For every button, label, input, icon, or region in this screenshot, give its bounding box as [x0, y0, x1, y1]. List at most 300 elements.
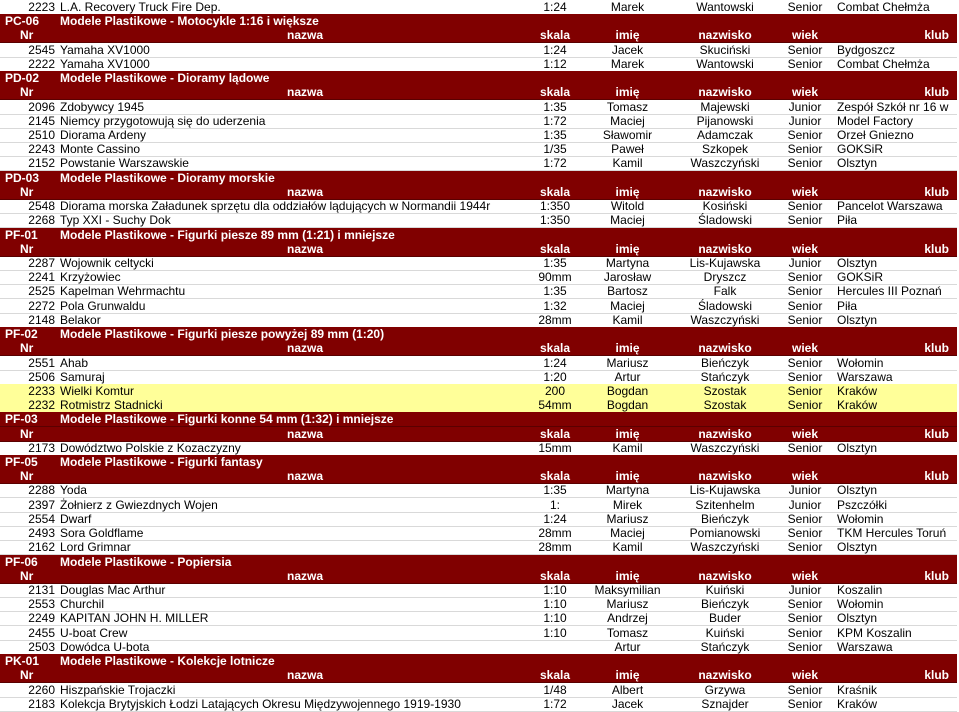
- club-name: Kraków: [837, 696, 878, 711]
- col-header-nazwisko: nazwisko: [698, 568, 752, 583]
- model-scale: 1:35: [543, 284, 567, 299]
- table-row: [0, 441, 957, 456]
- table-row: [0, 640, 957, 655]
- club-name: GOKSiR: [837, 142, 884, 157]
- age-category: Senior: [787, 312, 823, 327]
- model-scale: 1:10: [543, 583, 567, 598]
- col-header-wiek: wiek: [791, 568, 818, 583]
- col-header-skala: skala: [539, 28, 571, 43]
- entry-number: 2554: [28, 511, 55, 526]
- club-name: Olsztyn: [837, 255, 878, 270]
- section-title: Modele Plastikowe - Figurki fantasy: [60, 455, 263, 470]
- section-code: PC-06: [5, 14, 40, 29]
- col-header-nazwisko: nazwisko: [698, 469, 752, 484]
- col-header-nr: Nr: [20, 85, 34, 100]
- col-header-nr: Nr: [20, 28, 34, 43]
- model-name: Diorama Ardeny: [60, 127, 147, 142]
- age-category: Junior: [788, 255, 822, 270]
- first-name: Kamil: [612, 440, 643, 455]
- table-row: [0, 583, 957, 598]
- col-header-imie: imię: [615, 85, 640, 100]
- first-name: Jacek: [611, 42, 644, 57]
- club-name: Hercules III Poznań: [837, 284, 942, 299]
- entry-number: 2545: [28, 42, 55, 57]
- last-name: Lis-Kujawska: [689, 483, 761, 498]
- age-category: Senior: [787, 597, 823, 612]
- entry-number: 2551: [28, 355, 55, 370]
- model-scale: 1:10: [543, 597, 567, 612]
- column-header-row: [0, 427, 957, 442]
- last-name: Adamczak: [696, 127, 754, 142]
- first-name: Mirek: [612, 497, 643, 512]
- model-name: Niemcy przygotowują się do uderzenia: [60, 113, 266, 128]
- section-code: PF-06: [5, 554, 38, 569]
- col-header-nazwa: nazwa: [286, 469, 323, 484]
- last-name: Kuiński: [705, 625, 745, 640]
- col-header-imie: imię: [615, 341, 640, 356]
- first-name: Maciej: [610, 298, 645, 313]
- club-name: Olsztyn: [837, 312, 878, 327]
- entry-number: 2287: [28, 255, 55, 270]
- first-name: Marek: [610, 0, 645, 14]
- club-name: Kraków: [837, 383, 878, 398]
- col-header-nazwa: nazwa: [286, 341, 323, 356]
- table-row: [0, 299, 957, 314]
- last-name: Bieńczyk: [700, 511, 750, 526]
- age-category: Senior: [787, 355, 823, 370]
- club-name: Pszczółki: [837, 497, 888, 512]
- column-header-row: [0, 185, 957, 200]
- col-header-klub: klub: [924, 184, 949, 199]
- club-name: Warszawa: [837, 369, 893, 384]
- col-header-imie: imię: [615, 28, 640, 43]
- last-name: Skuciński: [699, 42, 751, 57]
- section-header-row: [0, 412, 957, 427]
- entry-number: 2148: [28, 312, 55, 327]
- model-name: U-boat Crew: [60, 625, 128, 640]
- col-header-nazwa: nazwa: [286, 668, 323, 683]
- section-code: PF-02: [5, 327, 38, 342]
- model-name: Ahab: [60, 355, 89, 370]
- last-name: Majewski: [700, 99, 750, 114]
- age-category: Senior: [787, 56, 823, 71]
- model-scale: 28mm: [538, 312, 572, 327]
- col-header-wiek: wiek: [791, 341, 818, 356]
- entry-number: 2162: [28, 540, 55, 555]
- column-header-row: [0, 569, 957, 584]
- entry-number: 2223: [28, 0, 55, 14]
- col-header-nazwisko: nazwisko: [698, 668, 752, 683]
- club-name: Wołomin: [837, 511, 884, 526]
- model-scale: 1:35: [543, 99, 567, 114]
- table-row: [0, 256, 957, 271]
- col-header-klub: klub: [924, 668, 949, 683]
- entry-number: 2260: [28, 682, 55, 697]
- last-name: Waszczyński: [690, 156, 760, 171]
- col-header-klub: klub: [924, 469, 949, 484]
- section-code: PF-03: [5, 412, 38, 427]
- section-header-row: [0, 327, 957, 342]
- section-code: PD-02: [5, 71, 40, 86]
- table-row: [0, 498, 957, 513]
- model-scale: 200: [544, 383, 566, 398]
- entry-number: 2233: [28, 383, 55, 398]
- last-name: Grzywa: [704, 682, 746, 697]
- table-row: [0, 526, 957, 541]
- first-name: Tomasz: [606, 99, 649, 114]
- model-name: Żołnierz z Gwiezdnych Wojen: [60, 497, 218, 512]
- first-name: Bogdan: [606, 398, 649, 413]
- age-category: Senior: [787, 540, 823, 555]
- model-scale: 1:350: [539, 213, 571, 228]
- model-name: Powstanie Warszawskie: [60, 156, 189, 171]
- model-name: Lord Grimnar: [60, 540, 131, 555]
- model-scale: 1:35: [543, 483, 567, 498]
- age-category: Senior: [787, 270, 823, 285]
- model-name: Samuraj: [60, 369, 105, 384]
- first-name: Mariusz: [606, 597, 649, 612]
- model-name: Belakor: [60, 312, 101, 327]
- col-header-nr: Nr: [20, 568, 34, 583]
- table-row: [0, 384, 957, 399]
- col-header-nazwisko: nazwisko: [698, 28, 752, 43]
- model-name: Rotmistrz Stadnicki: [60, 398, 163, 413]
- model-scale: 1:72: [543, 156, 567, 171]
- first-name: Artur: [614, 369, 641, 384]
- col-header-nazwa: nazwa: [286, 426, 323, 441]
- entry-number: 2553: [28, 597, 55, 612]
- age-category: Junior: [788, 113, 822, 128]
- entry-number: 2272: [28, 298, 55, 313]
- club-name: Warszawa: [837, 639, 893, 654]
- model-scale: 1:24: [543, 355, 567, 370]
- last-name: Sznajder: [701, 696, 749, 711]
- section-title: Modele Plastikowe - Kolekcje lotnicze: [60, 654, 275, 669]
- first-name: Kamil: [612, 156, 643, 171]
- table-row: [0, 128, 957, 143]
- age-category: Junior: [788, 483, 822, 498]
- section-header-row: [0, 71, 957, 86]
- section-title: Modele Plastikowe - Figurki piesze 89 mm (1:21) i mniejsze: [60, 227, 395, 242]
- model-name: Typ XXI - Suchy Dok: [60, 213, 171, 228]
- model-name: Diorama morska Załadunek sprzętu dla oddziałów lądujących w Normandii 1944r: [60, 199, 491, 214]
- entry-number: 2268: [28, 213, 55, 228]
- age-category: Senior: [787, 611, 823, 626]
- first-name: Andrzej: [607, 611, 648, 626]
- col-header-skala: skala: [539, 184, 571, 199]
- age-category: Senior: [787, 696, 823, 711]
- model-scale: 1:20: [543, 369, 567, 384]
- last-name: Śladowski: [697, 213, 753, 228]
- entry-number: 2525: [28, 284, 55, 299]
- table-row: [0, 512, 957, 527]
- col-header-klub: klub: [924, 568, 949, 583]
- first-name: Martyna: [605, 255, 650, 270]
- age-category: Senior: [787, 284, 823, 299]
- col-header-klub: klub: [924, 85, 949, 100]
- col-header-nr: Nr: [20, 184, 34, 199]
- club-name: Orzeł Gniezno: [837, 127, 914, 142]
- col-header-nazwisko: nazwisko: [698, 184, 752, 199]
- table-row: [0, 270, 957, 285]
- table-row: [0, 142, 957, 157]
- table-row: [0, 313, 957, 328]
- last-name: Szostak: [703, 383, 747, 398]
- col-header-nazwisko: nazwisko: [698, 85, 752, 100]
- age-category: Senior: [787, 156, 823, 171]
- model-scale: 28mm: [538, 540, 572, 555]
- club-name: Model Factory: [837, 113, 914, 128]
- model-name: Douglas Mac Arthur: [60, 583, 166, 598]
- column-header-row: [0, 341, 957, 356]
- entry-number: 2503: [28, 639, 55, 654]
- age-category: Senior: [787, 369, 823, 384]
- col-header-imie: imię: [615, 184, 640, 199]
- last-name: Dryszcz: [703, 270, 747, 285]
- age-category: Senior: [787, 127, 823, 142]
- col-header-nr: Nr: [20, 241, 34, 256]
- last-name: Śladowski: [697, 298, 753, 313]
- club-name: GOKSiR: [837, 270, 884, 285]
- age-category: Senior: [787, 682, 823, 697]
- last-name: Pijanowski: [696, 113, 754, 128]
- table-row: [0, 398, 957, 413]
- last-name: Waszczyński: [690, 440, 760, 455]
- last-name: Szitenhelm: [695, 497, 755, 512]
- first-name: Tomasz: [606, 625, 649, 640]
- model-scale: 54mm: [538, 398, 572, 413]
- section-title: Modele Plastikowe - Figurki piesze powyżej 89 mm (1:20): [60, 327, 385, 342]
- entry-number: 2232: [28, 398, 55, 413]
- last-name: Waszczyński: [690, 540, 760, 555]
- col-header-klub: klub: [924, 341, 949, 356]
- age-category: Junior: [788, 497, 822, 512]
- last-name: Szostak: [703, 398, 747, 413]
- model-scale: 1:24: [543, 0, 567, 14]
- model-scale: 1/48: [543, 682, 567, 697]
- last-name: Szkopek: [701, 142, 749, 157]
- col-header-wiek: wiek: [791, 469, 818, 484]
- entry-number: 2145: [28, 113, 55, 128]
- last-name: Bieńczyk: [700, 597, 750, 612]
- table-row: [0, 213, 957, 228]
- col-header-imie: imię: [615, 568, 640, 583]
- entry-number: 2510: [28, 127, 55, 142]
- club-name: Kraśnik: [837, 682, 878, 697]
- first-name: Artur: [614, 639, 641, 654]
- model-scale: 1:35: [543, 255, 567, 270]
- col-header-imie: imię: [615, 426, 640, 441]
- column-header-row: [0, 469, 957, 484]
- col-header-nazwisko: nazwisko: [698, 426, 752, 441]
- last-name: Kuiński: [705, 583, 745, 598]
- age-category: Senior: [787, 142, 823, 157]
- club-name: KPM Koszalin: [837, 625, 912, 640]
- section-header-row: [0, 171, 957, 186]
- model-name: Yamaha XV1000: [60, 56, 150, 71]
- age-category: Senior: [787, 0, 823, 14]
- club-name: Wołomin: [837, 355, 884, 370]
- model-scale: 1:350: [539, 199, 571, 214]
- model-name: Kolekcja Brytyjskich Łodzi Latających Okresu Międzywojennego 1919-1930: [60, 696, 461, 711]
- model-name: Sora Goldflame: [60, 526, 144, 541]
- col-header-nazwa: nazwa: [286, 568, 323, 583]
- age-category: Senior: [787, 398, 823, 413]
- table-row: [0, 540, 957, 555]
- club-name: Kraków: [837, 398, 878, 413]
- club-name: Olsztyn: [837, 440, 878, 455]
- first-name: Martyna: [605, 483, 650, 498]
- age-category: Senior: [787, 526, 823, 541]
- club-name: Pancelot Warszawa: [837, 199, 943, 214]
- entry-number: 2288: [28, 483, 55, 498]
- first-name: Bartosz: [607, 284, 648, 299]
- col-header-skala: skala: [539, 568, 571, 583]
- first-name: Kamil: [612, 312, 643, 327]
- model-name: Dowództwo Polskie z Kozaczyzny: [60, 440, 241, 455]
- model-scale: 1:10: [543, 611, 567, 626]
- table-row: [0, 697, 957, 712]
- last-name: Waszczyński: [690, 312, 760, 327]
- model-name: Pola Grunwaldu: [60, 298, 146, 313]
- club-name: Zespół Szkół nr 16 w: [837, 99, 949, 114]
- club-name: Piła: [837, 213, 858, 228]
- col-header-nazwisko: nazwisko: [698, 241, 752, 256]
- first-name: Albert: [611, 682, 644, 697]
- model-scale: 28mm: [538, 526, 572, 541]
- first-name: Kamil: [612, 540, 643, 555]
- first-name: Bogdan: [606, 383, 649, 398]
- table-row: [0, 370, 957, 385]
- club-name: Olsztyn: [837, 483, 878, 498]
- first-name: Jacek: [611, 696, 644, 711]
- first-name: Maciej: [610, 213, 645, 228]
- entry-number: 2243: [28, 142, 55, 157]
- table-row: [0, 611, 957, 626]
- model-scale: 1:32: [543, 298, 567, 313]
- section-title: Modele Plastikowe - Dioramy morskie: [60, 170, 275, 185]
- col-header-skala: skala: [539, 341, 571, 356]
- club-name: Bydgoszcz: [837, 42, 896, 57]
- age-category: Senior: [787, 625, 823, 640]
- last-name: Wantowski: [696, 0, 754, 14]
- club-name: TKM Hercules Toruń: [837, 526, 947, 541]
- section-header-row: [0, 14, 957, 29]
- table-row: [0, 114, 957, 129]
- table-row: [0, 626, 957, 641]
- table-row: [0, 284, 957, 299]
- col-header-nazwa: nazwa: [286, 85, 323, 100]
- table-row: [0, 199, 957, 214]
- age-category: Senior: [787, 639, 823, 654]
- section-code: PF-01: [5, 227, 38, 242]
- model-scale: 1:72: [543, 696, 567, 711]
- club-name: Piła: [837, 298, 858, 313]
- col-header-wiek: wiek: [791, 28, 818, 43]
- club-name: Olsztyn: [837, 540, 878, 555]
- model-name: Zdobywcy 1945: [60, 99, 145, 114]
- first-name: Maksymilian: [594, 583, 661, 598]
- age-category: Senior: [787, 383, 823, 398]
- col-header-imie: imię: [615, 469, 640, 484]
- col-header-nazwisko: nazwisko: [698, 341, 752, 356]
- section-code: PK-01: [5, 654, 40, 669]
- age-category: Senior: [787, 298, 823, 313]
- column-header-row: [0, 242, 957, 257]
- model-name: Monte Cassino: [60, 142, 141, 157]
- col-header-skala: skala: [539, 241, 571, 256]
- table-row: [0, 0, 957, 15]
- first-name: Jarosław: [603, 270, 652, 285]
- entry-number: 2152: [28, 156, 55, 171]
- col-header-nazwa: nazwa: [286, 241, 323, 256]
- last-name: Kosiński: [702, 199, 748, 214]
- col-header-wiek: wiek: [791, 85, 818, 100]
- model-name: Yoda: [60, 483, 87, 498]
- model-name: KAPITAN JOHN H. MILLER: [60, 611, 209, 626]
- model-scale: 90mm: [538, 270, 572, 285]
- first-name: Maciej: [610, 526, 645, 541]
- entry-number: 2455: [28, 625, 55, 640]
- model-name: Yamaha XV1000: [60, 42, 150, 57]
- table-row: [0, 597, 957, 612]
- col-header-imie: imię: [615, 668, 640, 683]
- table-row: [0, 483, 957, 498]
- last-name: Bieńczyk: [700, 355, 750, 370]
- entry-number: 2241: [28, 270, 55, 285]
- col-header-nazwa: nazwa: [286, 184, 323, 199]
- first-name: Sławomir: [602, 127, 653, 142]
- last-name: Wantowski: [696, 56, 754, 71]
- col-header-wiek: wiek: [791, 241, 818, 256]
- entry-number: 2131: [28, 583, 55, 598]
- section-title: Modele Plastikowe - Figurki konne 54 mm (1:32) i mniejsze: [60, 412, 394, 427]
- column-header-row: [0, 28, 957, 43]
- first-name: Mariusz: [606, 511, 649, 526]
- section-header-row: [0, 455, 957, 470]
- entry-number: 2493: [28, 526, 55, 541]
- first-name: Mariusz: [606, 355, 649, 370]
- model-name: Wielki Komtur: [60, 383, 135, 398]
- section-header-row: [0, 654, 957, 669]
- column-header-row: [0, 85, 957, 100]
- model-name: Dowódca U-bota: [60, 639, 150, 654]
- section-code: PF-05: [5, 455, 38, 470]
- col-header-nr: Nr: [20, 341, 34, 356]
- section-title: Modele Plastikowe - Dioramy lądowe: [60, 71, 270, 86]
- column-header-row: [0, 668, 957, 683]
- col-header-nr: Nr: [20, 469, 34, 484]
- entry-number: 2249: [28, 611, 55, 626]
- entry-number: 2397: [28, 497, 55, 512]
- table-row: [0, 57, 957, 72]
- last-name: Falk: [713, 284, 737, 299]
- col-header-nazwa: nazwa: [286, 28, 323, 43]
- club-name: Koszalin: [837, 583, 883, 598]
- club-name: Olsztyn: [837, 156, 878, 171]
- last-name: Lis-Kujawska: [689, 255, 761, 270]
- age-category: Senior: [787, 213, 823, 228]
- model-name: L.A. Recovery Truck Fire Dep.: [60, 0, 221, 14]
- col-header-klub: klub: [924, 28, 949, 43]
- table-row: [0, 683, 957, 698]
- entry-number: 2096: [28, 99, 55, 114]
- entry-number: 2506: [28, 369, 55, 384]
- first-name: Marek: [610, 56, 645, 71]
- model-name: Wojownik celtycki: [60, 255, 154, 270]
- age-category: Senior: [787, 42, 823, 57]
- col-header-skala: skala: [539, 469, 571, 484]
